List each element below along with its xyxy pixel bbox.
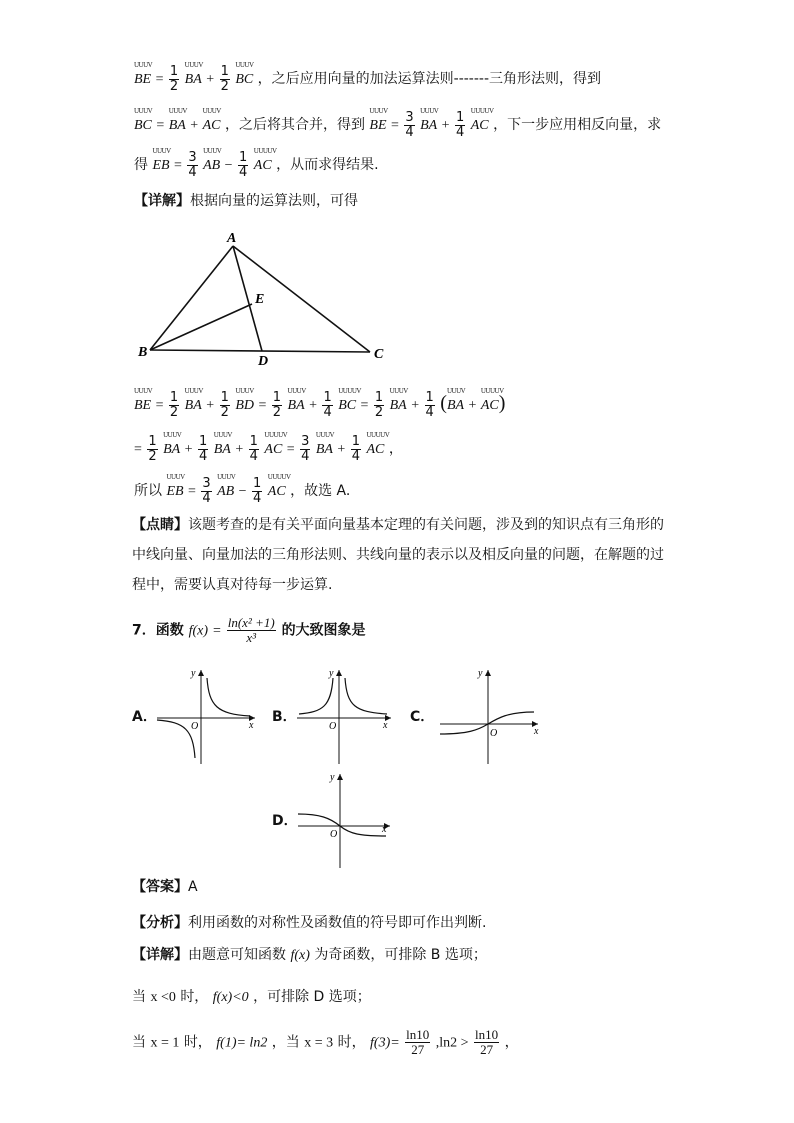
derive-line-1: UUUV BE = $\frac{1}{2}$ UUUV BA + $\frac{1}{2}$ UUUV BD = $\frac{1}{2}$ UUUV BA + $\frac{1}{4}$ UUUUV BC = $\frac{1}{2}$ UUUV BA + $\frac{1}{4}$ ( UUUV BA + UUUUV AC) — [134, 387, 506, 420]
option-B-label[interactable]: B． — [272, 709, 297, 725]
vector-BE: UUUV BE — [134, 61, 153, 87]
option-A-label[interactable]: A． — [132, 709, 157, 725]
label-B: B — [138, 345, 148, 360]
answer-tag: 【答案】 — [132, 879, 188, 895]
answer-value: A — [188, 879, 198, 895]
analysis-tag: 【分析】 — [132, 915, 188, 931]
svg-text:y: y — [191, 668, 196, 679]
analysis-text: 利用函数的对称性及函数值的符号即可作出判断. — [188, 915, 487, 931]
detail2-line-2: 当 x <0 时， f(x)<0 ，可排除 D 选项； — [132, 989, 371, 1005]
option-B-graph[interactable] — [295, 666, 395, 766]
comment-paragraph — [132, 510, 672, 600]
intro-line-3: 得 UUUV EB = $\frac{3}{4}$ UUUV AB − $\frac{1}{4}$ UUUUV AC ，从而求得结果. — [134, 147, 379, 180]
label-D: D — [258, 354, 269, 368]
svg-text:x: x — [383, 720, 388, 731]
detail2-line-1: 【详解】由题意可知函数 f(x) 为奇函数，可排除 B 选项； — [132, 947, 487, 963]
comment-text: 该题考查的是有关平面向量基本定理的有关问题，涉及到的知识点有三角形的中线向量、向量加法的三角形法则、共线向量的表示以及相反向量的问题，在解题的过程中，需要认真对待每一步运算. — [132, 517, 664, 593]
detail-line — [134, 192, 358, 210]
svg-text:O: O — [191, 721, 199, 732]
svg-text:O: O — [330, 829, 338, 840]
svg-text:y: y — [478, 668, 483, 679]
answer-line — [132, 878, 198, 896]
comment-tag: 【点睛】 — [132, 517, 188, 533]
question-7: 7．函数 f(x) = $\frac{\text{ln(x² +1)}}{\text{x³}}$ 的大致图象是 — [132, 615, 366, 645]
detail-tag: 【详解】 — [134, 193, 190, 209]
option-C-label[interactable]: C． — [410, 709, 435, 725]
svg-text:y: y — [330, 772, 335, 783]
intro-text-3: ，从而求得结果. — [276, 157, 379, 173]
derive-line-2: = $\frac{1}{2}$ UUUV BA + $\frac{1}{4}$ UUUV BA + $\frac{1}{4}$ UUUUV AC = $\frac{3}{4}$ UUUV BA + $\frac{1}{4}$ UUUUV AC ， — [134, 431, 403, 464]
label-C: C — [374, 347, 384, 362]
svg-text:x: x — [534, 726, 539, 737]
label-E: E — [255, 292, 265, 307]
svg-text:O: O — [329, 721, 337, 732]
option-D-label[interactable]: D． — [272, 813, 298, 829]
fraction: $\frac{1}{2}$ — [169, 63, 179, 94]
label-A: A — [227, 231, 237, 246]
option-C-graph[interactable] — [438, 666, 543, 766]
detail2-line-3: 当 x = 1 时， f(1)= ln2 ，当 x = 3 时， f(3)= $\frac{\ln 10}{27}$ ,ln2 > $\frac{\ln 10}{27}$ ， — [132, 1027, 519, 1057]
derive-line-3: 所以 UUUV EB = $\frac{3}{4}$ UUUV AB − $\frac{1}{4}$ UUUUV AC ，故选 A. — [134, 473, 351, 506]
analysis-line — [132, 914, 486, 932]
option-A-graph[interactable] — [155, 666, 260, 766]
option-D-graph[interactable] — [296, 770, 396, 870]
intro-line-1: UUUV BE = $\frac{1}{2}$ UUUV BA + $\frac{1}{2}$ UUUV BC ，之后应用向量的加法运算法则-------三角形法则，得到 — [134, 61, 602, 94]
svg-text:y: y — [329, 668, 334, 679]
svg-text:x: x — [249, 720, 254, 731]
intro-text-2a: ，之后将其合并，得到 — [224, 117, 365, 133]
svg-text:O: O — [490, 728, 498, 739]
intro-text-1: ，之后应用向量的加法运算法则-------三角形法则，得到 — [257, 71, 602, 87]
intro-text-2b: ，下一步应用相反向量，求 — [493, 117, 662, 133]
triangle-figure — [130, 228, 400, 368]
intro-line-2: UUUV BC = UUUV BA + UUUV AC ，之后将其合并，得到 UUUV BE = $\frac{3}{4}$ UUUV BA + $\frac{1}{4}$ UUUUV AC ，下一步应用相反向量，求 — [134, 107, 662, 140]
svg-text:x: x — [382, 824, 387, 835]
detail-text: 根据向量的运算法则，可得 — [190, 193, 358, 209]
